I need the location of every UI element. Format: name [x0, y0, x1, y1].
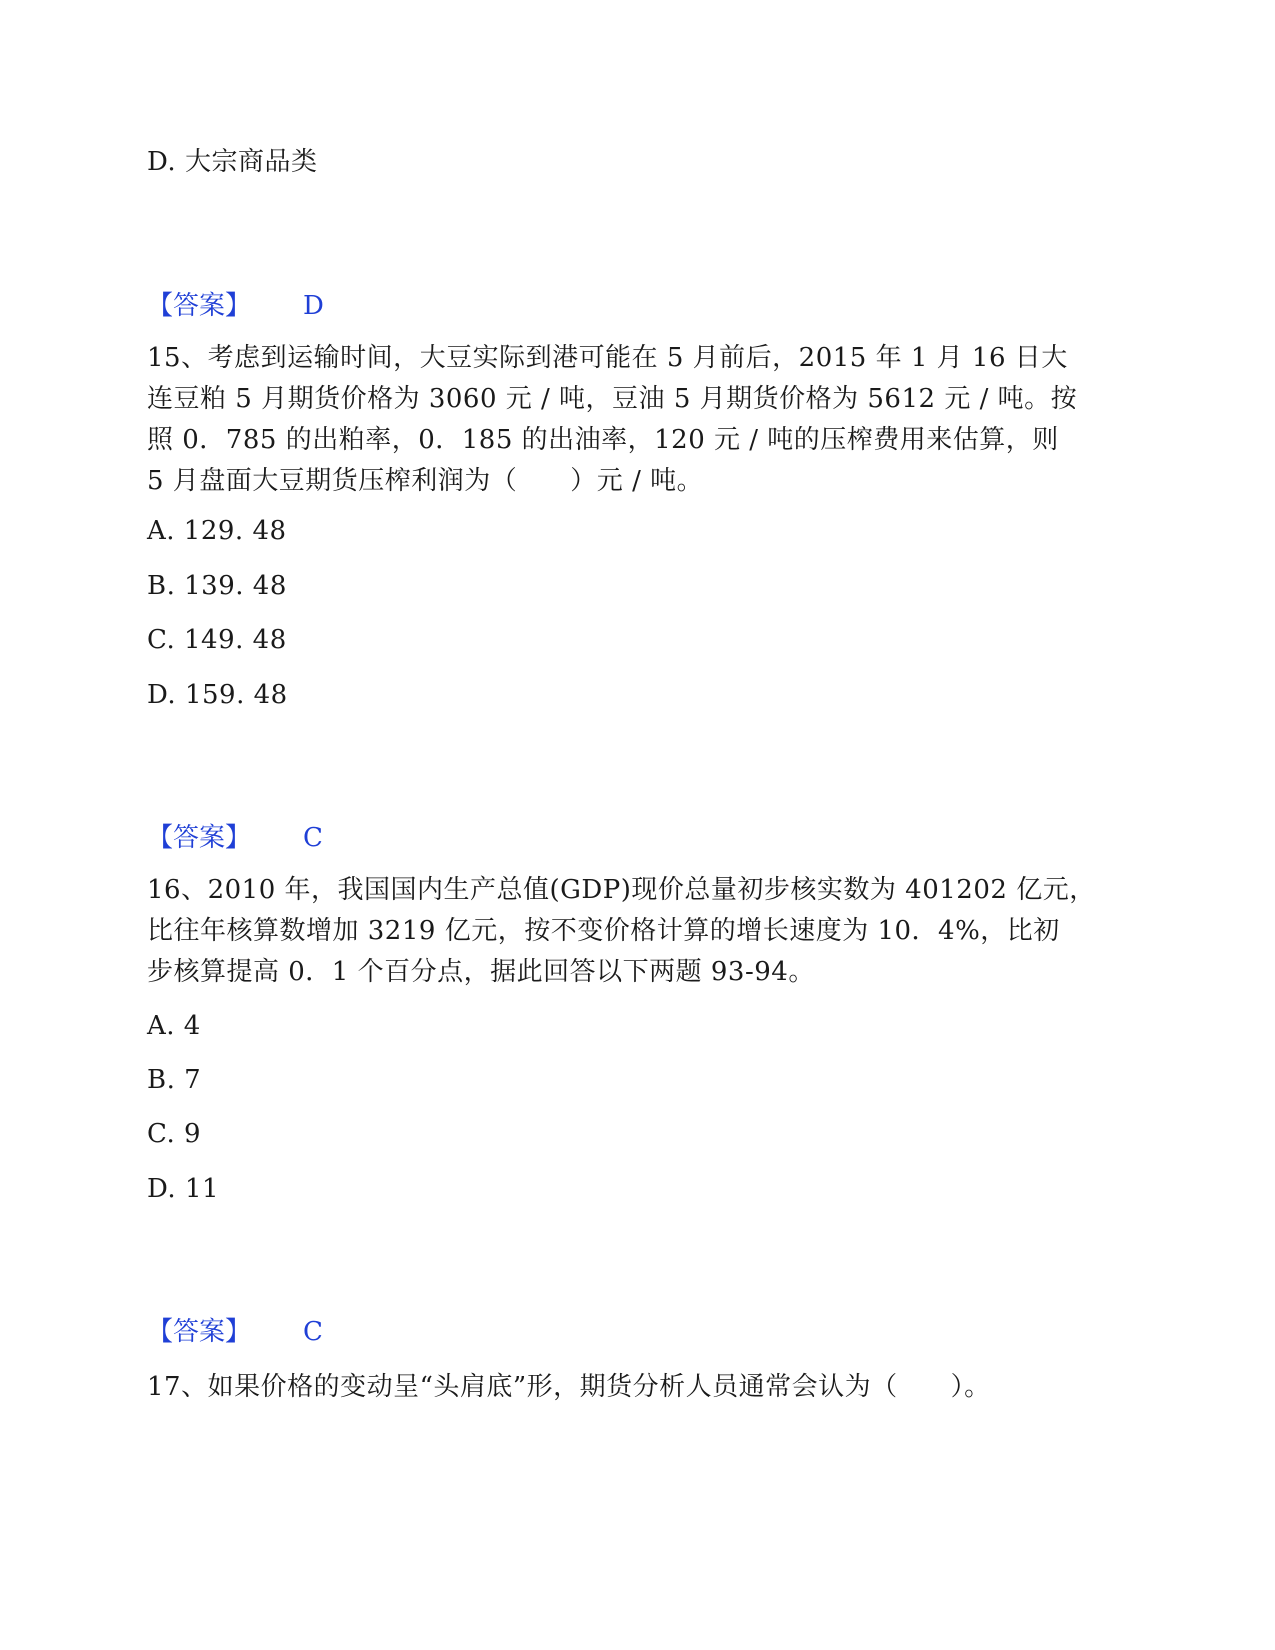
question-15-line: 照 0．785 的出粕率，0．185 的出油率，120 元 / 吨的压榨费用来估算，则: [147, 425, 1059, 455]
question-16-line: 步核算提高 0．1 个百分点，据此回答以下两题 93-94。: [147, 957, 815, 987]
question-16-line: 16、2010 年，我国国内生产总值(GDP)现价总量初步核实数为 401202 亿元，: [147, 875, 1096, 905]
answer-label: 【答案】: [147, 291, 252, 321]
question-16-option-a: A. 4: [147, 1011, 201, 1041]
answer-label: 【答案】: [147, 1317, 252, 1347]
question-17-line: 17、如果价格的变动呈“头肩底”形，期货分析人员通常会认为（ ）。: [147, 1372, 991, 1402]
question-16-option-b: B. 7: [147, 1065, 202, 1095]
answer-value: C: [303, 823, 323, 853]
answer-label: 【答案】: [147, 823, 252, 853]
question-15-option-a: A. 129. 48: [147, 516, 287, 546]
prev-option-d: D. 大宗商品类: [147, 147, 318, 177]
question-17-stem: [147, 1367, 1107, 1408]
prev-answer: [147, 290, 324, 322]
question-16-stem: [147, 870, 1107, 993]
question-15-option-b: B. 139. 48: [147, 571, 287, 601]
question-16-option-d: D. 11: [147, 1174, 220, 1204]
answer-value: C: [303, 1317, 323, 1347]
question-16-answer: [147, 1316, 323, 1348]
question-15-stem: [147, 338, 1107, 502]
question-15-option-c: C. 149. 48: [147, 625, 287, 655]
question-15-line: 5 月盘面大豆期货压榨利润为（ ）元 / 吨。: [147, 466, 704, 496]
question-15-option-d: D. 159. 48: [147, 680, 288, 710]
question-16-line: 比往年核算数增加 3219 亿元，按不变价格计算的增长速度为 10．4%，比初: [147, 916, 1060, 946]
question-16-option-c: C. 9: [147, 1119, 202, 1149]
question-15-answer: [147, 822, 323, 854]
question-15-line: 连豆粕 5 月期货价格为 3060 元 / 吨，豆油 5 月期货价格为 5612 元 / 吨。按: [147, 384, 1078, 414]
answer-value: D: [303, 291, 324, 321]
question-15-line: 15、考虑到运输时间，大豆实际到港可能在 5 月前后，2015 年 1 月 16 日大: [147, 343, 1068, 373]
